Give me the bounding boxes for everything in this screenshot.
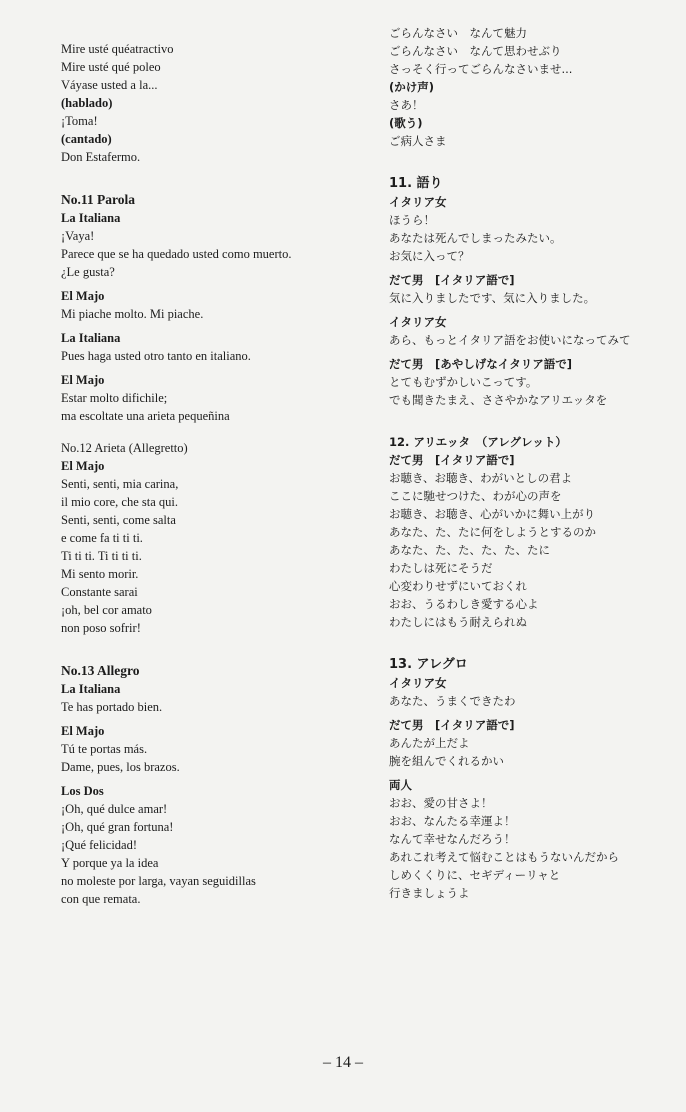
japanese-column [389, 24, 679, 902]
intro-block [61, 40, 361, 166]
intro-line: ごらんなさい なんて思わせぶり [389, 44, 562, 58]
intro-line: さあ！ [389, 98, 424, 112]
lyric-line: Pues haga usted otro tanto en italiano. [61, 349, 251, 363]
lyric-line: Ti ti ti. Ti ti ti ti. [61, 549, 142, 563]
section-12 [389, 433, 679, 631]
section-13 [61, 661, 361, 908]
lyric-line: おお、なんたる幸運よ！ [389, 814, 516, 828]
lyric-line: あら、もっとイタリア語をお使いになってみて [389, 333, 631, 347]
intro-line: ごらんなさい なんて魅力 [389, 26, 527, 40]
intro-line: Váyase usted a la... [61, 78, 158, 92]
section-11 [61, 190, 361, 425]
lyric-line: あなた、た、た、た、た、たに [389, 543, 550, 557]
speaker: El Majo [61, 289, 105, 303]
section-title: No.12 Arieta (Allegretto) [61, 441, 188, 455]
lyric-line: ma escoltate una arieta pequeñina [61, 409, 230, 423]
spanish-column [61, 40, 361, 908]
page-number: – 14 – [323, 1054, 363, 1071]
speaker: El Majo [61, 724, 105, 738]
section-title: 13. アレグロ [389, 657, 468, 672]
speaker: だて男 [イタリア語で] [389, 273, 515, 287]
lyric-line: ¡oh, bel cor amato [61, 603, 152, 617]
intro-line: Mire usté qué poleo [61, 60, 161, 74]
lyric-line: しめくくりに、セギディーリャと [389, 868, 561, 882]
lyric-line: Tú te portas más. [61, 742, 148, 756]
lyric-line: でも聞きたまえ、ささやかなアリエッタを [389, 393, 608, 407]
lyric-line: ¡Oh, qué gran fortuna! [61, 820, 174, 834]
intro-line: さっそく行ってごらんなさいませ... [389, 62, 573, 76]
speaker: El Majo [61, 373, 105, 387]
lyric-line: Senti, senti, mia carina, [61, 477, 179, 491]
lyric-line: Te has portado bien. [61, 700, 163, 714]
lyric-line: no moleste por larga, vayan seguidillas [61, 874, 256, 888]
lyric-line: とてもむずかしいこってす。 [389, 375, 538, 389]
lyric-line: il mio core, che sta qui. [61, 495, 178, 509]
speaker: El Majo [61, 459, 105, 473]
stage-direction: (かけ声) [389, 80, 435, 94]
speaker: だて男 [あやしげなイタリア語で] [389, 357, 573, 371]
intro-line: ¡Toma! [61, 114, 98, 128]
lyric-line: あなたは死んでしまったみたい。 [389, 231, 562, 245]
lyric-line: あれこれ考えて悩むことはもうないんだから [389, 850, 619, 864]
lyric-line: ¿Le gusta? [61, 265, 115, 279]
section-title: 11. 語り [389, 176, 443, 191]
speaker: La Italiana [61, 682, 121, 696]
lyric-line: あんたが上だよ [389, 736, 470, 750]
lyric-line: ほうら！ [389, 213, 435, 227]
lyric-line: お聴き、お聴き、心がいかに舞い上がり [389, 507, 596, 521]
intro-block [389, 24, 679, 150]
speaker: だて男 [イタリア語で] [389, 718, 515, 732]
lyric-line: Senti, senti, come salta [61, 513, 176, 527]
intro-line: ご病人さま [389, 134, 447, 148]
speaker: イタリア女 [389, 315, 447, 329]
speaker: Los Dos [61, 784, 104, 798]
section-13 [389, 655, 679, 902]
lyric-line: non poso sofrir! [61, 621, 141, 635]
lyric-line: Mi piache molto. Mi piache. [61, 307, 204, 321]
lyric-line: あなた、うまくできたわ [389, 694, 516, 708]
lyric-line: あなた、た、たに何をしようとするのか [389, 525, 596, 539]
lyric-line: わたしにはもう耐えられぬ [389, 615, 527, 629]
lyric-line: Mi sento morir. [61, 567, 139, 581]
lyric-line: 心変わりせずにいておくれ [389, 579, 527, 593]
speaker: だて男 [イタリア語で] [389, 453, 515, 467]
speaker: イタリア女 [389, 676, 447, 690]
lyric-line: おお、うるわしき愛する心よ [389, 597, 539, 611]
speaker: イタリア女 [389, 195, 447, 209]
speaker: La Italiana [61, 331, 121, 345]
lyric-line: Y porque ya la idea [61, 856, 159, 870]
section-12 [61, 439, 361, 637]
stage-direction: (cantado) [61, 132, 112, 146]
section-title: 12. アリエッタ （アレグレット） [389, 435, 567, 449]
lyric-line: Dame, pues, los brazos. [61, 760, 180, 774]
stage-direction: (hablado) [61, 96, 113, 110]
lyric-line: ¡Qué felicidad! [61, 838, 138, 852]
speaker: La Italiana [61, 211, 121, 225]
lyric-line: 腕を組んでくれるかい [389, 754, 504, 768]
speaker: 両人 [389, 778, 412, 792]
lyric-line: 気に入りましたです、気に入りました。 [389, 291, 596, 305]
lyric-line: ¡Vaya! [61, 229, 95, 243]
lyric-line: お聴き、お聴き、わがいとしの君よ [389, 471, 573, 485]
lyric-line: Constante sarai [61, 585, 138, 599]
lyric-line: Parece que se ha quedado usted como muerto. [61, 247, 292, 261]
lyric-line: 行きましょうよ [389, 886, 470, 900]
lyric-line: con que remata. [61, 892, 141, 906]
lyric-line: ¡Oh, qué dulce amar! [61, 802, 168, 816]
lyric-line: なんて幸せなんだろう！ [389, 832, 516, 846]
stage-direction: (歌う) [389, 116, 423, 130]
section-title: No.13 Allegro [61, 663, 140, 678]
lyric-line: お気に入って？ [389, 249, 470, 263]
lyric-line: おお、愛の甘さよ！ [389, 796, 493, 810]
section-11 [389, 174, 679, 409]
lyric-line: ここに馳せつけた、わが心の声を [389, 489, 562, 503]
section-title: No.11 Parola [61, 192, 135, 207]
lyric-line: e come fa ti ti ti. [61, 531, 143, 545]
intro-line: Mire usté quéatractivo [61, 42, 174, 56]
intro-line: Don Estafermo. [61, 150, 141, 164]
lyric-line: わたしは死にそうだ [389, 561, 493, 575]
lyric-line: Estar molto difichile; [61, 391, 168, 405]
